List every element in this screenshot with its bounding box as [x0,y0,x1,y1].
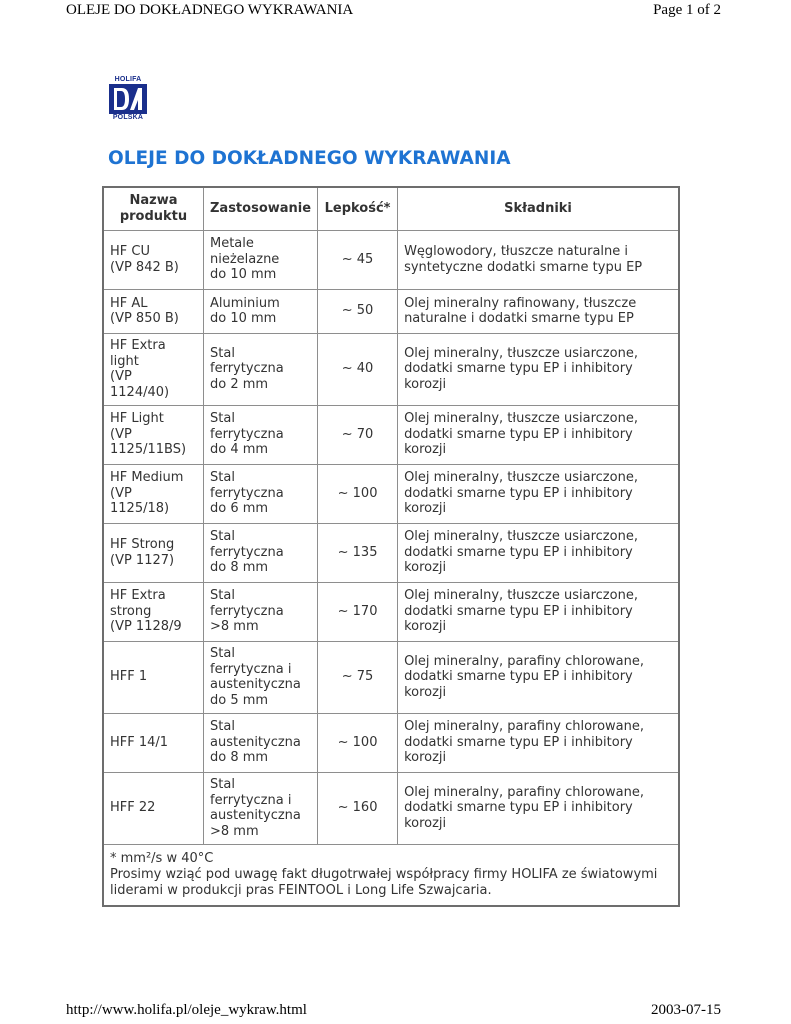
application-cell-line: austenityczna [210,677,301,692]
ingredients-cell-line: syntetyczne dodatki smarne typu EP [404,259,643,275]
product-name-cell-line: 1125/11BS) [110,442,187,458]
product-name-cell-line: HF Light [110,411,164,427]
ingredients-cell-line: korozji [404,560,447,576]
table-row [103,641,679,713]
application-cell [204,641,318,713]
ingredients-cell-line: Olej mineralny, tłuszcze usiarczone, [404,470,638,486]
product-name-cell-line: (VP 842 B) [110,259,179,275]
header-product-name: Nazwa produktu [103,187,204,230]
application-cell-line: do 10 mm [210,267,277,283]
ingredients-cell [398,713,679,772]
application-cell-line: Stal [210,470,235,486]
ingredients-cell-line: dodatki smarne typu EP i inhibitory [404,603,633,619]
application-cell-line: do 6 mm [210,501,269,517]
application-cell [204,230,318,289]
table-row [103,582,679,641]
print-footer-date: 2003-07-15 [651,1002,721,1018]
application-cell [204,582,318,641]
table-note-row [103,844,679,906]
ingredients-cell-line: dodatki smarne typu EP i inhibitory [404,485,633,501]
application-cell [204,772,318,844]
ingredients-cell-line: Olej mineralny, tłuszcze usiarczone, [404,345,638,361]
ingredients-cell [398,230,679,289]
application-cell [204,713,318,772]
holifa-logo-icon [109,84,147,114]
table-row [103,464,679,523]
application-cell-line: ferrytyczna [210,544,284,560]
ingredients-cell-line: dodatki smarne typu EP i inhibitory [404,361,633,377]
application-cell [204,405,318,464]
product-name-cell-line: HF CU [110,244,150,259]
product-name-cell-line: (VP [110,485,132,501]
ingredients-cell [398,772,679,844]
ingredients-cell-line: dodatki smarne typu EP i inhibitory [404,544,633,560]
ingredients-cell-line: Olej mineralny rafinowany, tłuszcze [404,295,637,311]
product-name-cell-line: (VP 1128/9 [110,619,182,635]
ingredients-cell [398,289,679,333]
ingredients-cell-line: korozji [404,750,447,766]
application-cell-line: do 4 mm [210,442,269,458]
product-name-cell-line: HF Extra [110,338,166,353]
ingredients-cell [398,333,679,405]
application-cell-line: austenityczna [210,808,301,823]
ingredients-cell-line: korozji [404,376,447,392]
viscosity-cell: ~ 70 [318,405,398,464]
ingredients-cell-line: Olej mineralny, parafiny chlorowane, [404,719,644,735]
application-cell-line: ferrytyczna [210,603,284,619]
application-cell-line: do 10 mm [210,311,277,326]
product-name-cell [103,641,204,713]
product-name-cell-line: (VP [110,426,132,442]
product-name-cell-line: HFF 14/1 [110,734,169,750]
header-application: Zastosowanie [204,187,318,230]
ingredients-cell-line: korozji [404,501,447,517]
product-name-cell-line: 1124/40) [110,384,170,400]
application-cell [204,333,318,405]
application-cell [204,464,318,523]
table-row [103,333,679,405]
product-name-cell [103,405,204,464]
ingredients-cell-line: korozji [404,442,447,458]
product-name-cell [103,464,204,523]
product-name-cell-line: (VP [110,369,132,384]
product-name-cell-line: HF AL [110,295,148,311]
viscosity-cell: ~ 75 [318,641,398,713]
product-name-cell-line: HF Extra [110,588,166,604]
ingredients-cell-line: Węglowodory, tłuszcze naturalne i [404,244,629,259]
page-title: OLEJE DO DOKŁADNEGO WYKRAWANIA [108,148,511,169]
viscosity-cell: ~ 45 [318,230,398,289]
ingredients-cell-line: Olej mineralny, parafiny chlorowane, [404,784,644,800]
ingredients-cell [398,641,679,713]
product-name-cell [103,713,204,772]
application-cell-line: Stal [210,529,235,545]
application-cell-line: do 2 mm [210,376,269,392]
application-cell [204,523,318,582]
application-cell-line: Stal [210,588,235,604]
application-cell-line: ferrytyczna [210,426,284,442]
ingredients-cell-line: dodatki smarne typu EP i inhibitory [404,800,633,816]
application-cell-line: nieżelazne [210,251,280,267]
ingredients-cell-line: dodatki smarne typu EP i inhibitory [404,734,633,750]
product-name-cell [103,230,204,289]
application-cell-line: do 8 mm [210,560,269,576]
application-cell-line: ferrytyczna i [210,792,292,808]
application-cell-line: do 5 mm [210,692,269,708]
product-name-cell-line: light [110,353,139,369]
application-cell-line: Metale [210,236,254,252]
application-cell-line: Stal [210,777,235,792]
ingredients-cell [398,405,679,464]
ingredients-cell [398,582,679,641]
ingredients-cell-line: korozji [404,619,447,635]
logo-top-text: HOLIFA [114,76,142,83]
ingredients-cell-line: Olej mineralny, tłuszcze usiarczone, [404,588,638,604]
viscosity-cell: ~ 100 [318,713,398,772]
ingredients-cell [398,523,679,582]
product-name-cell [103,582,204,641]
ingredients-cell-line: Olej mineralny, tłuszcze usiarczone, [404,529,638,545]
application-cell-line: ferrytyczna i [210,661,292,677]
ingredients-cell-line: Olej mineralny, tłuszcze usiarczone, [404,411,638,427]
application-cell-line: Stal [210,411,235,427]
header-ingredients: Składniki [398,187,679,230]
products-table [102,186,680,907]
product-name-cell-line: (VP 1127) [110,552,175,568]
ingredients-cell-line: korozji [404,815,447,831]
ingredients-cell-line: dodatki smarne typu EP i inhibitory [404,426,633,442]
viscosity-cell: ~ 170 [318,582,398,641]
holifa-logo[interactable] [108,76,148,123]
product-name-cell-line: 1125/18) [110,501,170,517]
table-row [103,772,679,844]
application-cell-line: ferrytyczna [210,361,284,377]
application-cell-line: >8 mm [210,619,259,635]
table-header-row [103,187,679,230]
viscosity-cell: ~ 50 [318,289,398,333]
application-cell-line: Stal [210,646,235,661]
application-cell [204,289,318,333]
application-cell-line: ferrytyczna [210,485,284,501]
print-header-title: OLEJE DO DOKŁADNEGO WYKRAWANIA [66,2,354,18]
ingredients-cell-line: Olej mineralny, parafiny chlorowane, [404,653,644,669]
viscosity-cell: ~ 135 [318,523,398,582]
product-name-cell [103,523,204,582]
logo-bottom-text: POLSKA [112,114,144,121]
ingredients-cell-line: naturalne i dodatki smarne typu EP [404,311,634,326]
product-name-cell-line: (VP 850 B) [110,311,179,326]
print-footer-url[interactable]: http://www.holifa.pl/oleje_wykraw.html [66,1002,307,1018]
application-cell-line: austenityczna [210,734,301,750]
product-name-cell-line: HFF 1 [110,669,148,685]
product-name-cell [103,333,204,405]
application-cell-line: Aluminium [210,295,280,311]
product-name-cell [103,289,204,333]
ingredients-cell-line: korozji [404,684,447,700]
application-cell-line: do 8 mm [210,750,269,766]
ingredients-cell [398,464,679,523]
ingredients-cell-line: dodatki smarne typu EP i inhibitory [404,669,633,685]
application-cell-line: >8 mm [210,823,259,839]
print-header [0,0,791,24]
table-row [103,289,679,333]
viscosity-cell: ~ 160 [318,772,398,844]
print-header-page: Page 1 of 2 [653,2,721,18]
table-note: * mm²/s w 40°C Prosimy wziąć pod uwagę fakt długotrwałej współpracy firmy HOLIFA ze światowymi liderami w produkcji pras FEINTOOL i Long Life Szwajcaria. [103,844,679,906]
table-row [103,713,679,772]
product-name-cell [103,772,204,844]
application-cell-line: Stal [210,719,235,735]
product-name-cell-line: HFF 22 [110,800,156,816]
product-name-cell-line: strong [110,603,152,619]
viscosity-cell: ~ 40 [318,333,398,405]
application-cell-line: Stal [210,345,235,361]
product-name-cell-line: HF Strong [110,537,175,552]
header-viscosity: Lepkość* [318,187,398,230]
table-row [103,523,679,582]
table-row [103,230,679,289]
viscosity-cell: ~ 100 [318,464,398,523]
product-name-cell-line: HF Medium [110,470,184,486]
table-row [103,405,679,464]
